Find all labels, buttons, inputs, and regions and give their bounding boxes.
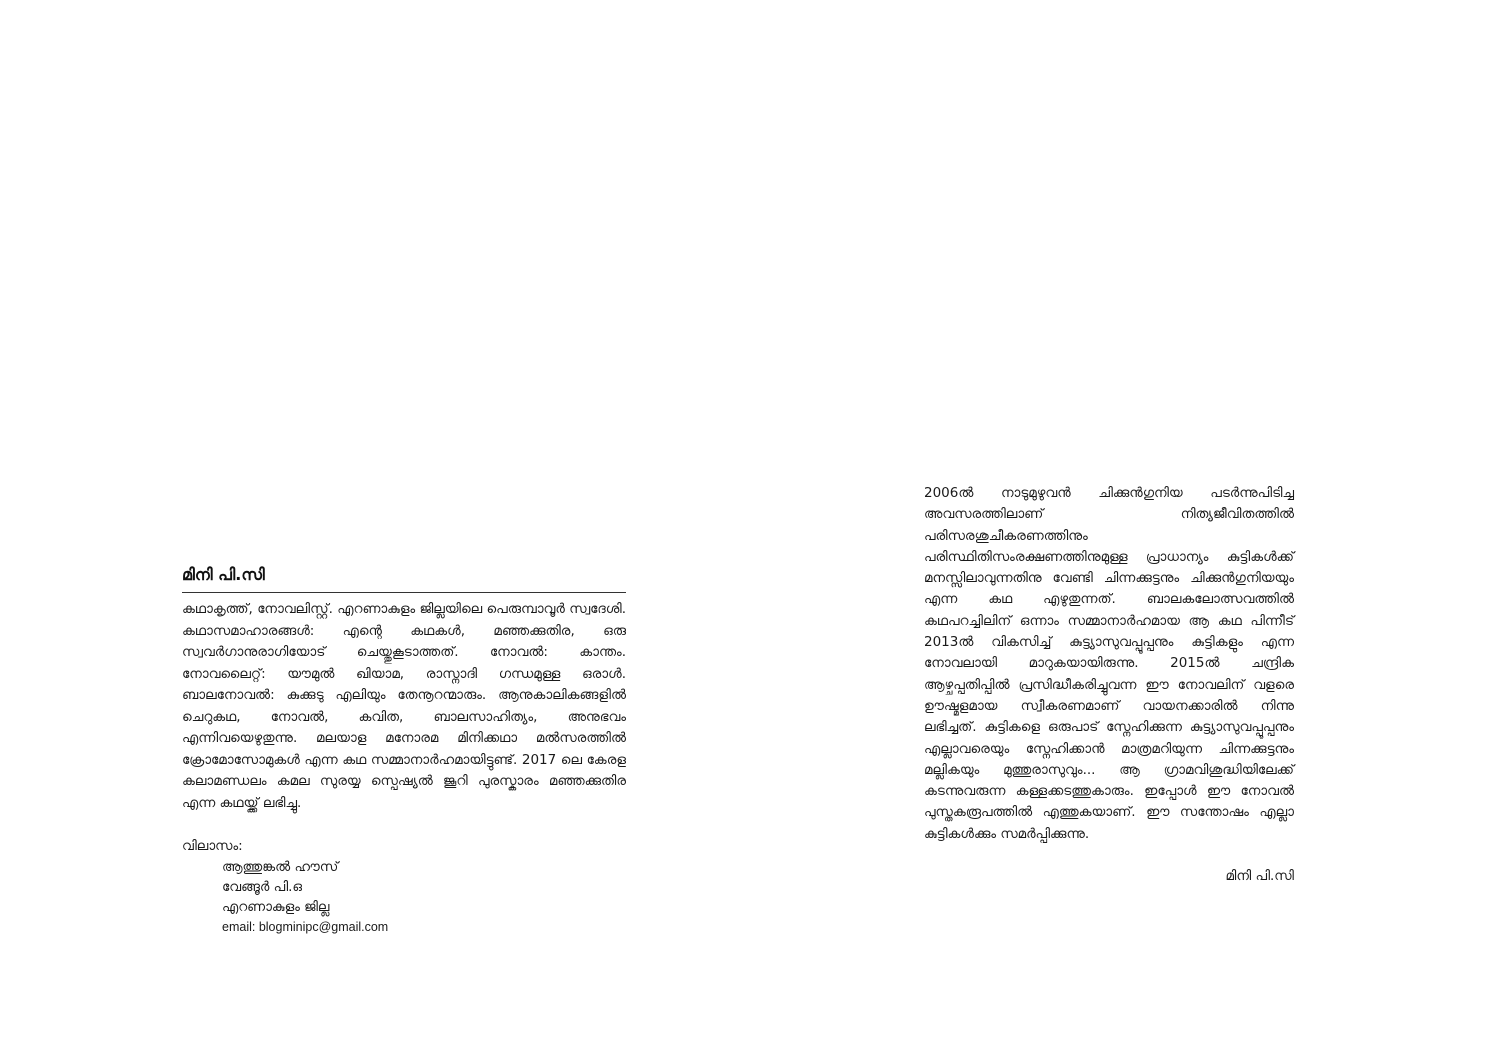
- address-line-district: എറണാകുളം ജില്ല: [222, 899, 330, 915]
- address-line-house: ആത്തുങ്കൽ ഹൗസ്: [222, 859, 339, 875]
- author-bio-section: [182, 564, 626, 937]
- address-label: വിലാസം:: [182, 838, 243, 854]
- address-block: [182, 857, 626, 937]
- introduction-paragraph: 2006ൽ നാടുമുഴുവൻ ചിക്കുൻഗുനിയ പടർന്നുപിടിച്ച അവസരത്തിലാണ് നിത്യജീവിതത്തിൽ പരിസരശുചീകരണത്തിനും പരിസ്ഥിതിസംരക്ഷണത്തിനുമുള്ള പ്രാധാന്യം കുട്ടികൾക്ക് മനസ്സിലാവുന്നതിനു വേണ്ടി ചിന്നക്കുട്ടനും ചിക്കുൻഗുനിയയും എന്ന കഥ എഴുതുന്നത്. ബാലകലോത്സവത്തിൽ കഥപറച്ചിലിന് ഒന്നാം സമ്മാനാർഹമായ ആ കഥ പിന്നീട് 2013ൽ വികസിച്ച് കുട്ട്യാസുവപ്പൂപ്പനും കുട്ടികളും എന്ന നോവലായി മാറുകയായിരുന്നു. 2015ൽ ചന്ദ്രിക ആഴ്ചപ്പതിപ്പിൽ പ്രസിദ്ധീകരിച്ചുവന്ന ഈ നോവലിന് വളരെ ഊഷ്മളമായ സ്വീകരണമാണ് വായനക്കാരിൽ നിന്നു ലഭിച്ചത്. കുട്ടികളെ ഒരുപാട് സ്നേഹിക്കുന്ന കുട്ട്യാസുവപ്പൂപ്പനും എല്ലാവരെയും സ്നേഹിക്കാൻ മാത്രമറിയുന്ന ചിന്നക്കുട്ടനും മല്ലികയും മുത്തുരാസുവും... ആ ഗ്രാമവിശുദ്ധിയിലേക്ക് കടന്നുവരുന്ന കള്ളക്കടത്തുകാരും. ഇപ്പോൾ ഈ നോവൽ പുസ്തകരൂപത്തിൽ എത്തുകയാണ്. ഈ സന്തോഷം എല്ലാ കുട്ടികൾക്കും സമർപ്പിക്കുന്നു.: [924, 485, 1294, 842]
- introduction-section: [924, 483, 1294, 887]
- author-signature: മിനി പി.സി: [1225, 868, 1294, 885]
- heading-divider: [182, 592, 626, 593]
- author-bio-paragraph: കഥാകൃത്ത്, നോവലിസ്റ്റ്. എറണാകുളം ജില്ലയിലെ പെരുമ്പാവൂർ സ്വദേശി. കഥാസമാഹാരങ്ങൾ: എന്റെ കഥകൾ, മഞ്ഞക്കുതിര, ഒരു സ്വവർഗാനുരാഗിയോട് ചെയ്തുകൂടാത്തത്. നോവൽ: കാന്തം. നോവലൈറ്റ്: യൗമുൽ ഖിയാമ, രാസ്നാദി ഗന്ധമുള്ള ഒരാൾ. ബാലനോവൽ: കുക്കുടു എലിയും തേനൂറന്മാരും. ആനുകാലികങ്ങളിൽ ചെറുകഥ, നോവൽ, കവിത, ബാലസാഹിത്യം, അനുഭവം എന്നിവയെഴുതുന്നു. മലയാള മനോരമ മിനിക്കഥാ മൽസരത്തിൽ ക്രോമോസോമുകൾ എന്ന കഥ സമ്മാനാർഹമായിട്ടുണ്ട്. 2017 ലെ കേരള കലാമണ്ഡലം കമല സുരയ്യ സ്പെഷ്യൽ ജൂറി പുരസ്കാരം മഞ്ഞക്കുതിര എന്ന കഥയ്ക്ക് ലഭിച്ചു.: [182, 601, 626, 811]
- address-line-post-office: വേങ്ങൂർ പി.ഒ: [222, 879, 303, 895]
- author-name-heading: മിനി പി.സി: [182, 565, 265, 584]
- author-email: email: blogminipc@gmail.com: [222, 920, 389, 934]
